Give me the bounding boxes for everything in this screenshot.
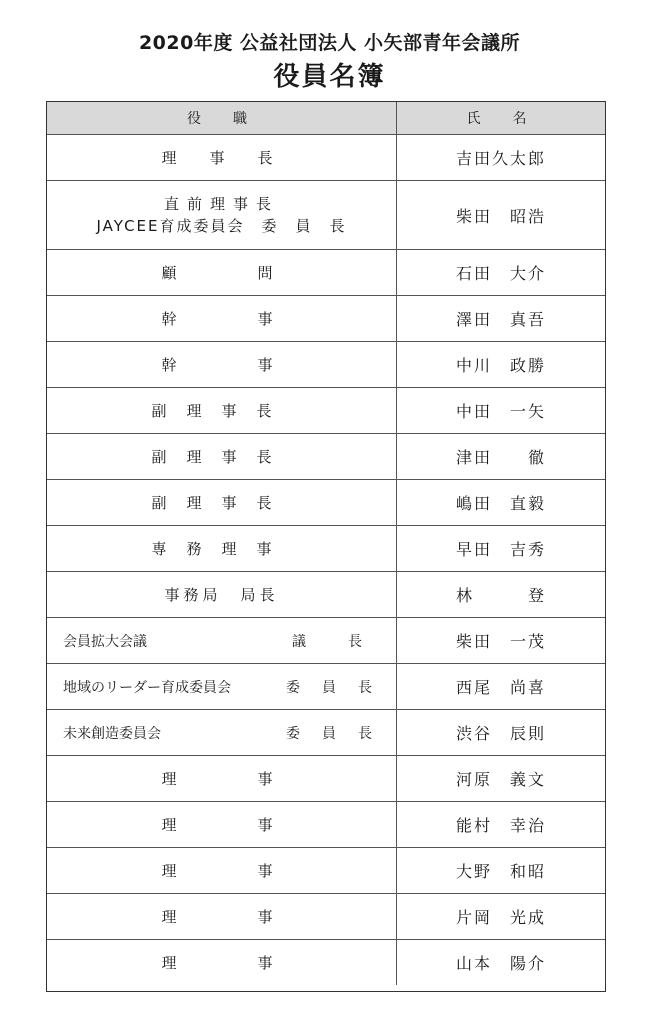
role-cell: 事務局 局長 [47,572,397,617]
position-label: 議 長 [292,633,376,650]
name-cell: 吉田久太郎 [455,149,546,168]
name-cell: 大野 和昭 [455,862,546,881]
organization-title: 2020年度 公益社団法人 小矢部青年会議所 [138,32,521,54]
role-cell: 副理事長 [47,434,397,479]
name-cell: 石田 大介 [455,264,546,283]
name-cell: 津田 徹 [455,448,546,467]
name-cell: 中田 一矢 [455,402,546,421]
committee-label: 地域のリーダー育成委員会 [63,679,231,696]
position-label: 委 員 長 [286,679,376,696]
table-row [47,341,605,387]
committee-label: 会員拡大会議 [63,633,147,650]
name-cell: 柴田 昭浩 [455,206,546,226]
name-cell: 林 登 [455,586,546,605]
table-row [47,571,605,617]
role-cell: 顧 問 [47,250,397,295]
name-cell: 能村 幸治 [455,816,546,835]
table-row [47,433,605,479]
name-cell: 山本 陽介 [455,954,546,973]
role-cell: 副理事長 [47,388,397,433]
role-cell [47,710,397,755]
name-cell: 河原 義文 [455,770,546,789]
name-cell: 早田 吉秀 [455,540,546,559]
table-row [47,180,605,249]
table-row [47,755,605,801]
role-cell: 専務理事 [47,526,397,571]
table-row [47,387,605,433]
table-row [47,295,605,341]
role-cell: 副理事長 [47,480,397,525]
name-cell: 澤田 真吾 [455,310,546,329]
name-cell: 中川 政勝 [455,356,546,375]
table-row [47,939,605,985]
table-row [47,525,605,571]
officer-table [46,101,606,992]
table-row [47,893,605,939]
role-cell: 理 事 [47,756,397,801]
role-cell: 幹 事 [47,342,397,387]
column-header-role: 役 職 [47,102,397,134]
table-row [47,479,605,525]
name-cell: 嶋田 直毅 [455,494,546,513]
table-row [47,663,605,709]
table-header-row [47,102,605,134]
page-title: 役員名簿 [273,62,386,92]
table-row [47,617,605,663]
table-row [47,249,605,295]
name-cell: 渋谷 辰則 [455,724,546,743]
role-cell [47,181,397,249]
role-cell: 幹 事 [47,296,397,341]
role-cell: 理 事 [47,848,397,893]
role-cell [47,618,397,663]
table-row [47,801,605,847]
role-cell: 理 事 [47,940,397,985]
column-header-name: 氏 名 [466,111,536,127]
role-line-2: JAYCEE育成委員会 委 員 長 [96,217,347,235]
role-cell: 理 事 [47,894,397,939]
role-cell: 理 事 長 [47,135,397,180]
name-cell: 片岡 光成 [455,908,546,927]
role-line-1: 直前理事長 [163,195,279,213]
position-label: 委 員 長 [286,725,376,742]
role-cell: 理 事 [47,802,397,847]
table-row [47,847,605,893]
name-cell: 柴田 一茂 [455,632,546,651]
table-row [47,709,605,755]
name-cell: 西尾 尚喜 [455,678,546,697]
role-cell [47,664,397,709]
committee-label: 未来創造委員会 [63,725,161,742]
table-row [47,134,605,180]
